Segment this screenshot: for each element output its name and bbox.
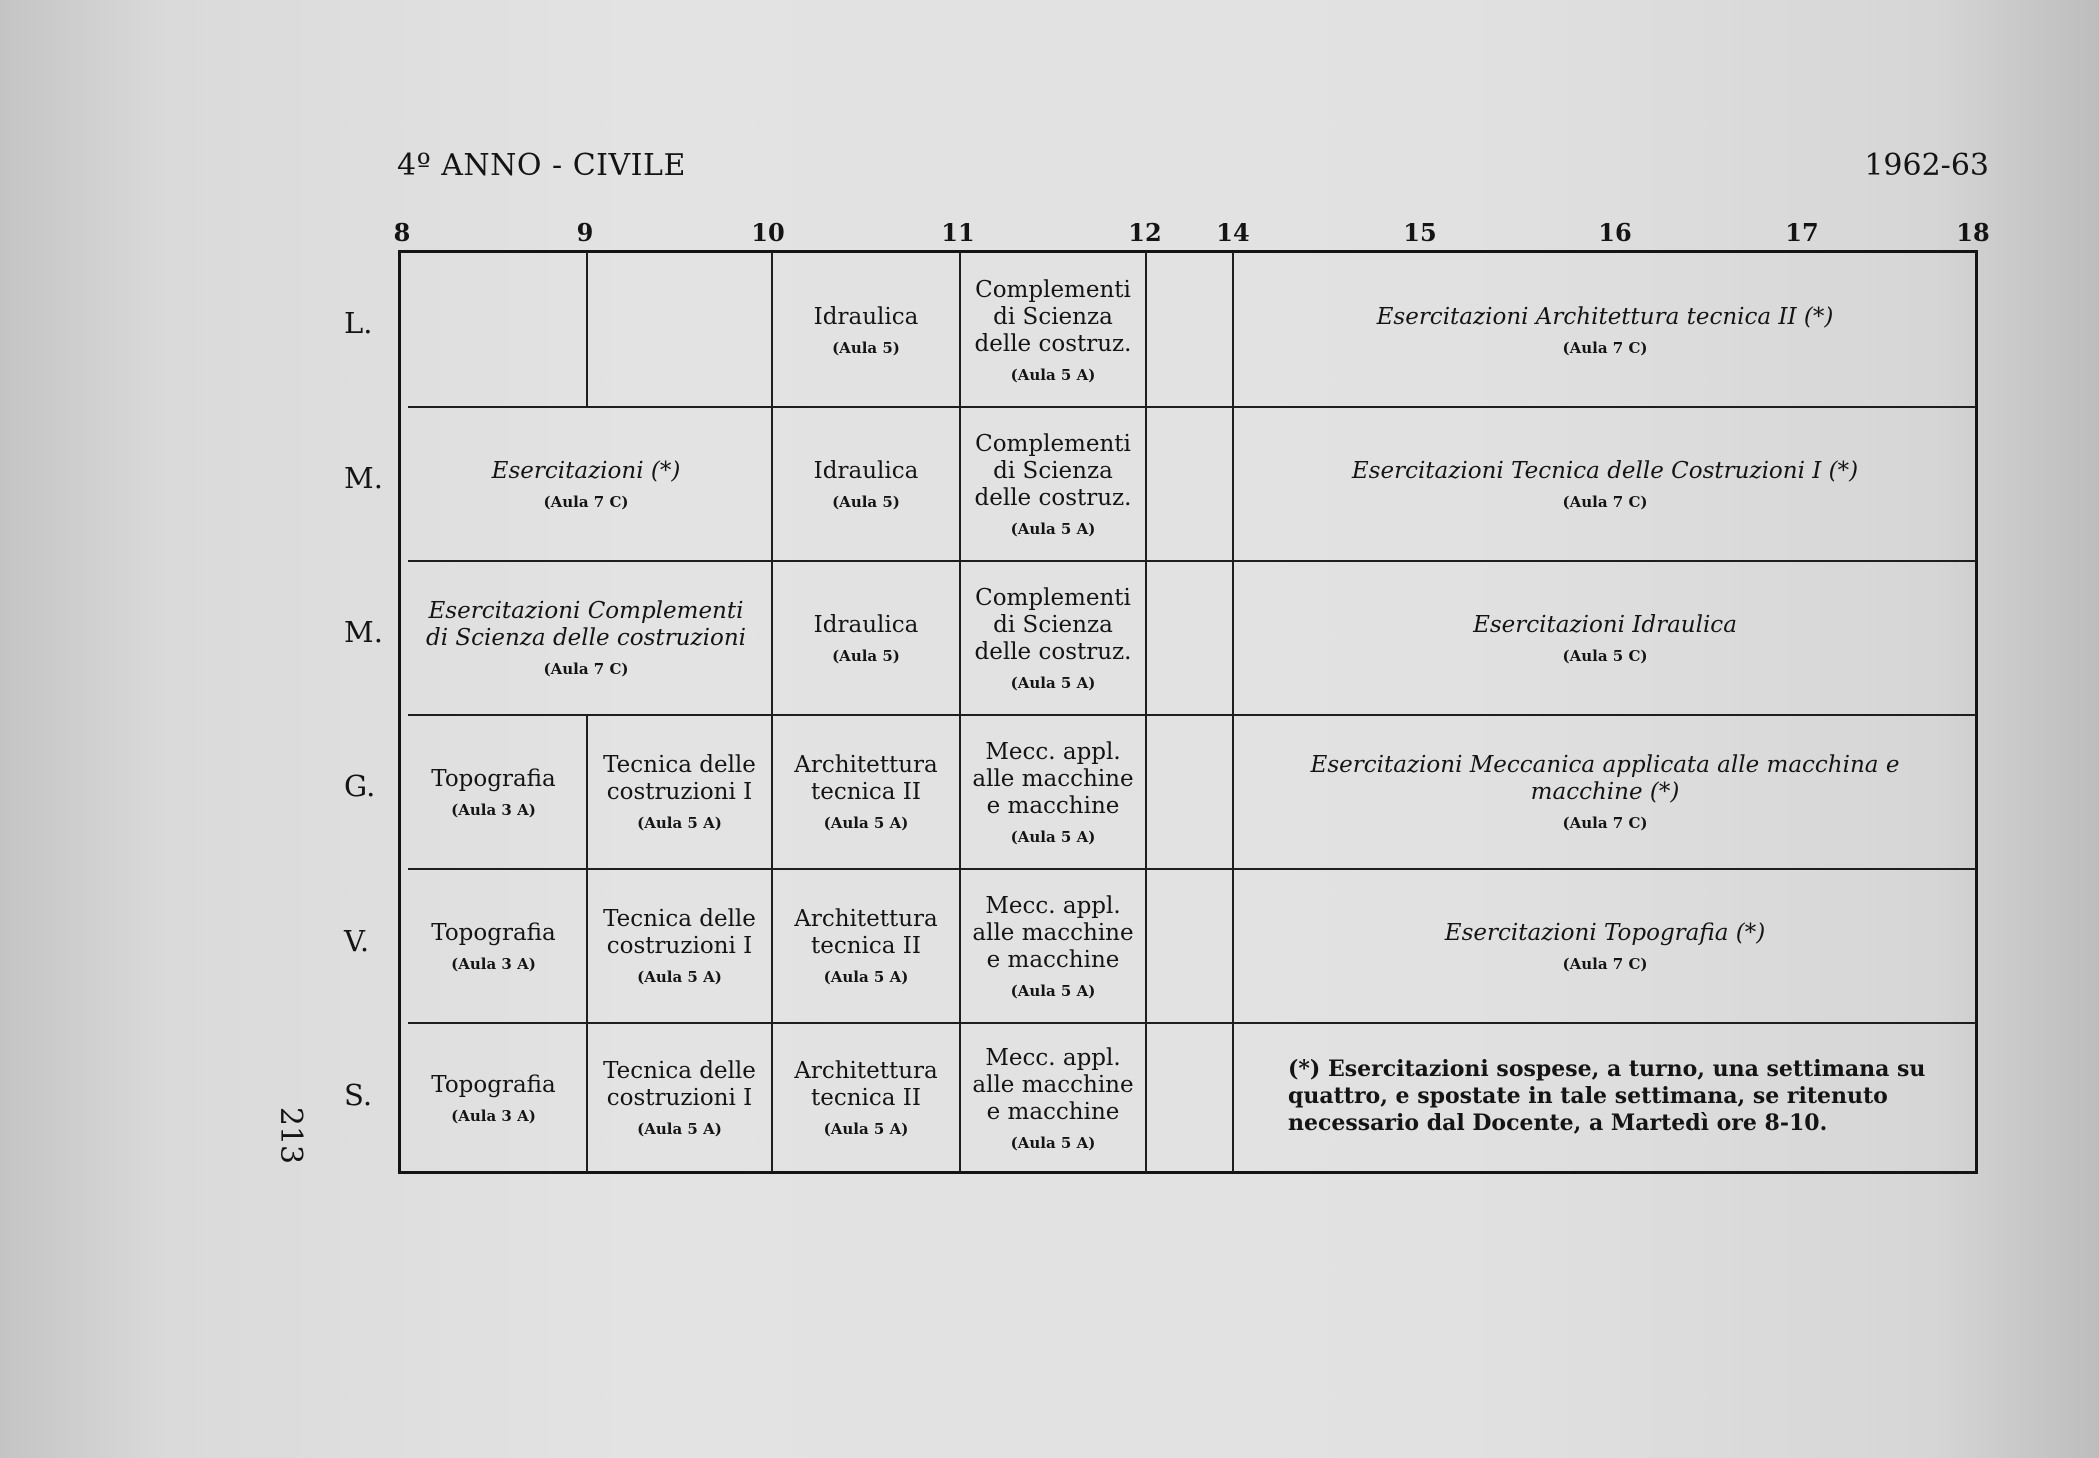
lesson-cell: [961, 716, 1145, 868]
lesson-title: Tecnica delle costruzioni I: [603, 906, 756, 959]
lesson-room: (Aula 7 C): [1562, 954, 1648, 973]
lesson-cell: [961, 870, 1145, 1022]
lesson-title: Mecc. appl. alle macchine e macchine: [972, 892, 1134, 973]
day-label-monday: L.: [344, 306, 373, 340]
hour-label-15: 15: [1403, 218, 1437, 247]
lesson-room: (Aula 5 A): [1010, 981, 1096, 1000]
day-label-wednesday: M.: [344, 615, 383, 649]
lesson-room: (Aula 5 A): [1010, 1133, 1096, 1152]
lesson-room: (Aula 5 A): [823, 814, 909, 832]
lesson-room: (Aula 5): [832, 646, 900, 665]
lesson-title: Mecc. appl. alle macchine e macchine: [972, 1044, 1134, 1125]
hour-label-9: 9: [576, 218, 594, 247]
lesson-room: (Aula 7 C): [1562, 814, 1648, 832]
lesson-cell: [961, 562, 1145, 714]
lesson-title: Tecnica delle costruzioni I: [603, 1058, 756, 1111]
lesson-cell: [1234, 562, 1976, 714]
lesson-cell: [773, 254, 959, 406]
lesson-title: Idraulica: [813, 611, 919, 638]
lesson-room: (Aula 5 A): [637, 814, 722, 832]
lesson-cell: [588, 716, 771, 868]
lesson-cell: [773, 870, 959, 1022]
lesson-title: Esercitazioni Topografia (*): [1444, 919, 1766, 946]
lesson-cell: [1234, 716, 1976, 868]
hour-label-11: 11: [941, 218, 975, 247]
lesson-title: Complementi di Scienza delle costruz.: [974, 276, 1132, 357]
hour-label-18: 18: [1956, 218, 1990, 247]
lesson-title: Esercitazioni Idraulica: [1473, 611, 1737, 638]
hour-label-10: 10: [751, 218, 785, 247]
lesson-room: (Aula 7 C): [1562, 338, 1648, 357]
day-label-tuesday: M.: [344, 461, 383, 495]
footnote: (*) Esercitazioni sospese, a turno, una settimana su quattro, e spostate in tale settimana, se ritenuto necessario dal Docente, a Martedì ore 8-10.: [1288, 1056, 1926, 1136]
lesson-room: (Aula 3 A): [451, 800, 536, 819]
day-label-saturday: S.: [344, 1078, 373, 1112]
lesson-title: Idraulica: [813, 457, 919, 484]
lesson-room: (Aula 5 A): [1010, 519, 1096, 538]
day-label-friday: V.: [344, 924, 370, 958]
lesson-cell: [1234, 254, 1976, 406]
lesson-room: (Aula 7 C): [543, 660, 629, 678]
lesson-room: (Aula 3 A): [451, 1106, 536, 1125]
lesson-title: Mecc. appl. alle macchine e macchine: [972, 738, 1134, 819]
lesson-cell: [401, 870, 586, 1022]
lesson-title: Topografia: [431, 1071, 556, 1098]
lesson-room: (Aula 5 A): [1010, 365, 1096, 384]
lesson-cell: [773, 1024, 959, 1172]
lesson-cell: [401, 716, 586, 868]
hour-label-8: 8: [393, 218, 411, 247]
page-number: 213: [273, 1106, 309, 1165]
day-label-thursday: G.: [344, 769, 376, 803]
lesson-room: (Aula 7 C): [543, 492, 629, 511]
lesson-cell: [773, 562, 959, 714]
lesson-title: Esercitazioni (*): [491, 457, 681, 484]
lesson-cell: [588, 870, 771, 1022]
lesson-room: (Aula 3 A): [451, 954, 536, 973]
lesson-room: (Aula 5): [832, 338, 900, 357]
lesson-title: Esercitazioni Architettura tecnica II (*): [1376, 303, 1834, 330]
lesson-cell: [1234, 870, 1976, 1022]
lesson-room: (Aula 5 A): [1010, 827, 1096, 846]
lesson-cell: [588, 1024, 771, 1172]
lesson-title: Architettura tecnica II: [794, 752, 938, 805]
lesson-title: Complementi di Scienza delle costruz.: [974, 430, 1132, 511]
lesson-room: (Aula 5 A): [637, 1120, 722, 1138]
grid-line: [586, 252, 588, 406]
lesson-room: (Aula 5 A): [823, 968, 909, 986]
lesson-title: Tecnica delle costruzioni I: [603, 752, 756, 805]
lesson-title: Architettura tecnica II: [794, 1058, 938, 1111]
hour-label-17: 17: [1785, 218, 1819, 247]
lesson-title: Architettura tecnica II: [794, 906, 938, 959]
lesson-title: Esercitazioni Complementi di Scienza delle costruzioni: [426, 598, 746, 651]
lesson-cell: [1234, 408, 1976, 560]
lesson-title: Esercitazioni Tecnica delle Costruzioni I (*): [1351, 457, 1859, 484]
hour-label-14: 14: [1216, 218, 1250, 247]
lesson-room: (Aula 5 A): [637, 968, 722, 986]
lesson-room: (Aula 5 A): [1010, 673, 1096, 692]
lesson-cell: [961, 408, 1145, 560]
lesson-room: (Aula 5 C): [1562, 646, 1648, 665]
lesson-cell: [961, 1024, 1145, 1172]
lesson-cell: [773, 716, 959, 868]
lesson-room: (Aula 5 A): [823, 1120, 909, 1138]
lesson-title: Topografia: [431, 765, 556, 792]
academic-year: 1962-63: [1864, 148, 1989, 183]
page-title: 4º ANNO - CIVILE: [397, 148, 686, 183]
lesson-cell: [401, 562, 771, 714]
lesson-cell: [401, 1024, 586, 1172]
hour-label-16: 16: [1598, 218, 1632, 247]
lesson-title: Complementi di Scienza delle costruz.: [974, 584, 1132, 665]
lesson-title: Esercitazioni Meccanica applicata alle macchina e macchine (*): [1310, 752, 1900, 805]
hour-label-12: 12: [1128, 218, 1162, 247]
grid-line: [1145, 252, 1147, 1172]
lesson-title: Topografia: [431, 919, 556, 946]
lesson-room: (Aula 5): [832, 492, 900, 511]
lesson-cell: [961, 254, 1145, 406]
lesson-room: (Aula 7 C): [1562, 492, 1648, 511]
lesson-cell: [773, 408, 959, 560]
lesson-title: Idraulica: [813, 303, 919, 330]
lesson-cell: [401, 408, 771, 560]
